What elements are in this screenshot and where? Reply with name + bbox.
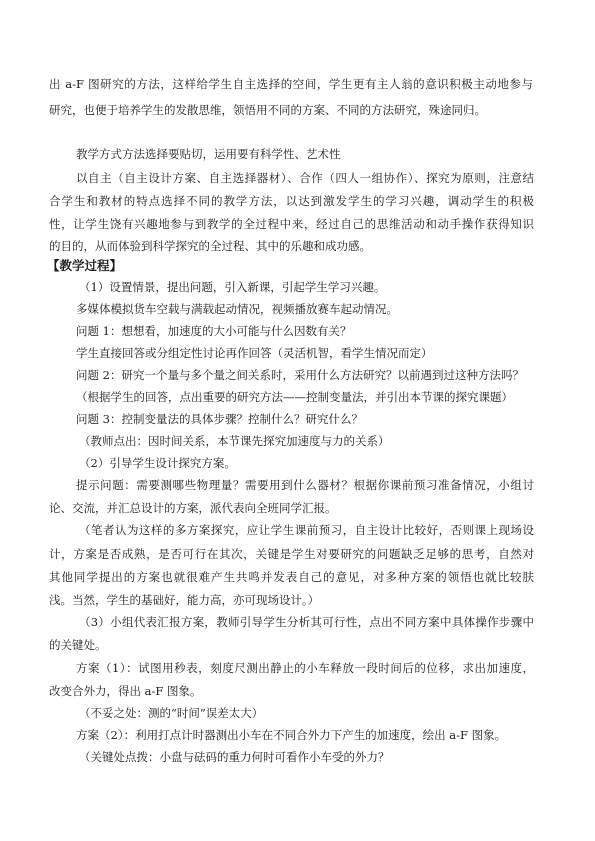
process-line: 方案（1）：试图用秒表，刻度尺测出静止的小车释放一段时间后的位移，求出加速度， xyxy=(76,661,534,675)
methods-paragraph-line-2: 合学生和教材的特点选择不同的教学方法，以达到激发学生的学习兴趣，调动学生的积极 xyxy=(49,194,534,208)
process-line: 提示问题：需要测哪些物理量？需要用到什么器材？根据你课前预习准备情况，小组讨 xyxy=(76,478,534,492)
process-line: 其他同学提出的方案也就很难产生共鸣并发表自己的意见，对多种方案的领悟也就比较肤 xyxy=(49,570,534,584)
process-line: 多媒体模拟货车空载与满载起动情况，视频播放赛车起动情况。 xyxy=(76,302,398,316)
methods-paragraph-line-1: 以自主（自主设计方案、自主选择器材）、合作（四人一组协作）、探究为原则，注意结 xyxy=(76,171,534,185)
process-line: 方案（2）：利用打点计时器测出小车在不同合外力下产生的加速度，绘出 a-F 图象。 xyxy=(76,728,507,742)
intro-line-1: 出 a-F 图研究的方法，这样给学生自主选择的空间，学生更有主人翁的意识积极主动地参与 xyxy=(49,77,533,91)
process-line: 的关键处。 xyxy=(49,638,107,652)
process-line: 问题 2：研究一个量与多个量之间关系时，采用什么方法研究？以前遇到过这种方法吗？ xyxy=(76,368,524,382)
methods-title: 教学方式方法选择要贴切，运用要有科学性、艺术性 xyxy=(76,147,341,161)
process-line: （笔者认为这样的多方案探究，应让学生课前预习，自主设计比较好，否则课上现场设 xyxy=(79,523,534,537)
process-line: 论、交流，并汇总设计的方案，派代表向全班同学汇报。 xyxy=(49,501,337,515)
process-line: 学生直接回答或分组定性讨论再作回答（灵活机智，看学生情况而定） xyxy=(76,346,433,360)
intro-line-2: 研究，也便于培养学生的发散思维，领悟用不同的方案、不同的方法研究，殊途同归。 xyxy=(49,103,486,117)
process-line: （不妥之处：测的“时间”误差太大） xyxy=(79,706,264,720)
methods-paragraph-line-3: 性，让学生饶有兴趣地参与到教学的全过程中来，经过自己的思维活动和动手操作获得知识 xyxy=(49,217,534,231)
process-line: （关键处点拨：小盘与砝码的重力何时可看作小车受的外力？ xyxy=(79,750,390,764)
process-line: （根据学生的回答，点出重要的研究方法——控制变量法，并引出本节课的探究课题） xyxy=(76,390,513,404)
teaching-process-heading: 【教学过程】 xyxy=(47,258,123,273)
process-line: 问题 1：想想看，加速度的大小可能与什么因数有关？ xyxy=(76,324,352,338)
process-line: 浅。当然，学生的基础好，能力高，亦可现场设计。） xyxy=(49,593,320,607)
process-line: 计，方案是否成熟，是否可行在其次，关键是学生对要研究的问题缺乏足够的思考，自然对 xyxy=(49,547,534,561)
process-line: （1）设置情景，提出问题，引入新课，引起学生学习兴趣。 xyxy=(79,280,386,294)
process-line: 问题 3：控制变量法的具体步骤？控制什么？研究什么？ xyxy=(76,412,363,426)
process-line: （3）小组代表汇报方案，教师引导学生分析其可行性，点出不同方案中具体操作步骤中 xyxy=(79,615,534,629)
process-line: （2）引导学生设计探究方案。 xyxy=(79,456,236,470)
methods-paragraph-line-4: 的目的，从而体验到科学探究的全过程、其中的乐趣和成功感。 xyxy=(49,239,371,253)
process-line: 改变合外力，得出 a-F 图象。 xyxy=(49,684,202,698)
process-line: （教师点出：因时间关系，本节课先探究加速度与力的关系） xyxy=(79,434,390,448)
